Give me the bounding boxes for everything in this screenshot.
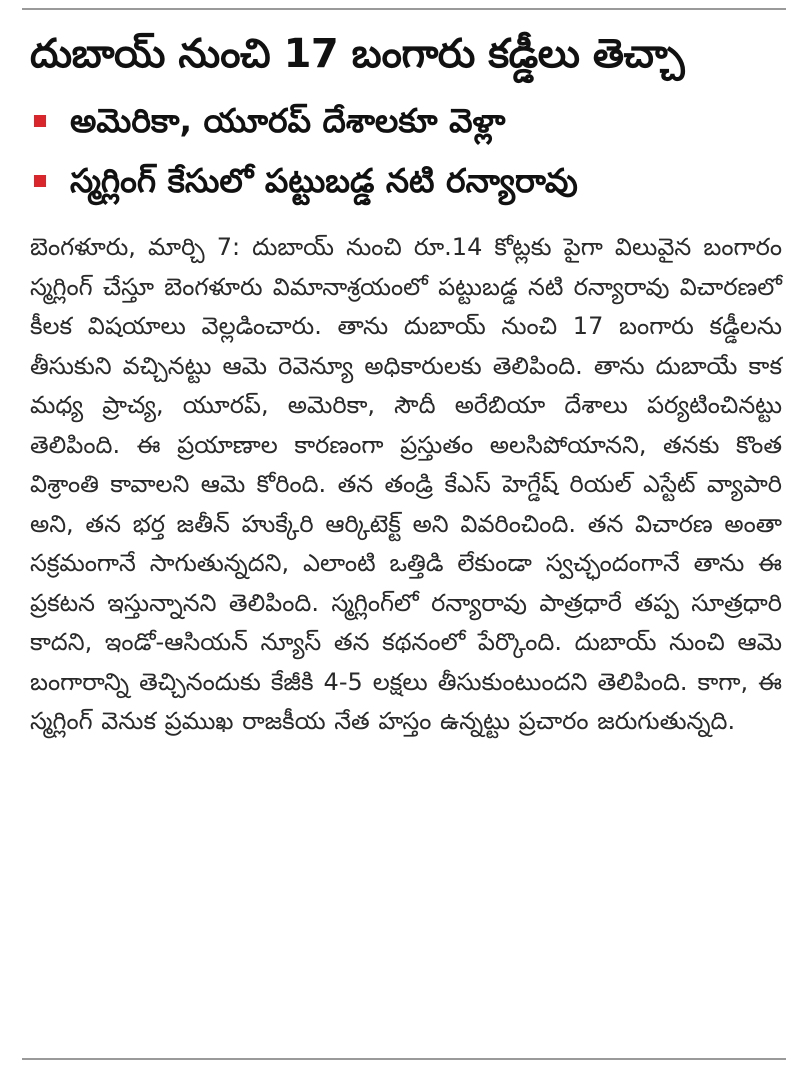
square-bullet-icon [34,175,46,187]
subheadline-2 [30,156,790,206]
article-body: బెంగళూరు, మార్చి 7: దుబాయ్ నుంచి రూ.14 కోట్లకు పైగా విలువైన బంగారం స్మగ్లింగ్ చేస్తూ బెంగళూరు విమానాశ్రయంలో పట్టుబడ్డ నటి రన్యారావు విచారణలో కీలక విషయాలు వెల్లడించారు. తాను దుబాయ్ నుంచి 17 బంగారు కడ్డీలను తీసుకుని వచ్చినట్టు ఆమె రెవెన్యూ అధికారులకు తెలిపింది. తాను దుబాయే కాక మధ్య ప్రాచ్య, యూరప్, అమెరికా, సౌదీ అరేబియా దేశాలు పర్యటించినట్టు తెలిపింది. ఈ ప్రయాణాల కారణంగా ప్రస్తుతం అలసిపోయానని, తనకు కొంత విశ్రాంతి కావాలని ఆమె కోరింది. తన తండ్రి కేఎస్ హెగ్డేష్ రియల్ ఎస్టేట్ వ్యాపారి అని, తన భర్త జతీన్ హుక్కేరి ఆర్కిటెక్ట్ అని వివరించింది. తన విచారణ అంతా సక్రమంగానే సాగుతున్నదని, ఎలాంటి ఒత్తిడి లేకుండా స్వచ్ఛందంగానే తాను ఈ ప్రకటన ఇస్తున్నానని తెలిపింది. స్మగ్లింగ్‌లో రన్యారావు పాత్రధారే తప్ప సూత్రధారి కాదని, ఇండో-ఆసియన్ న్యూస్ తన కథనంలో పేర్కొంది. దుబాయ్ నుంచి ఆమె బంగారాన్ని తెచ్చినందుకు కేజీకి 4-5 లక్షలు తీసుకుంటుందని తెలిపింది. కాగా, ఈ స్మగ్లింగ్ వెనుక ప్రముఖ రాజకీయ నేత హస్తం ఉన్నట్టు ప్రచారం జరుగుతున్నది. [30,233,782,735]
square-bullet-icon [34,115,46,127]
top-divider [22,8,786,10]
bottom-divider [22,1058,786,1060]
subheadline-2-text: స్మగ్లింగ్ కేసులో పట్టుబడ్డ నటి రన్యారావు [70,161,578,200]
headline: దుబాయ్ నుంచి 17 బంగారు కడ్డీలు తెచ్చా [30,31,685,77]
subheadline-1 [30,96,790,146]
subheadline-1-text: అమెరికా, యూరప్ దేశాలకూ వెళ్లా [70,101,506,140]
